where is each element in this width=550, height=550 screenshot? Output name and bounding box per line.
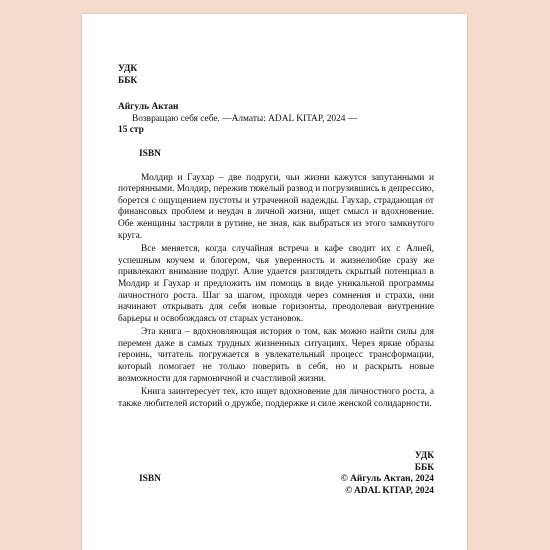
annotation-paragraph: Молдир и Гаухар – две подруги, чьи жизни кажутся запутанными и потерянными. Молдир, пережив тяжелый развод и погрузившись в депрессию, борется с ощущением пустоты и утраченной надежды. Гаухар, страдающая от финансовых проблем и неудач в личной жизни, ищет смысл и вдохновение. Обе женщины застряли в рутине, не зная, как выбраться из этого замкнутого круга. [118, 172, 435, 241]
copyright-publisher: © ADAL KITAP, 2024 [345, 485, 434, 496]
bibliographic-line [118, 114, 434, 126]
author-name: Айгуль Актан [118, 102, 179, 113]
title-line-1: Возвращаю себя себе. —Алматы: ADAL KITAP, 2024 — [132, 113, 358, 124]
annotation-paragraph: Книга заинтересует тех, кто ищет вдохновение для личностного роста, а также любителей историй о дружбе, поддержке и силе женской солидарности. [118, 387, 434, 409]
classification-header [118, 64, 434, 87]
copyright-author: © Айгуль Актан, 2024 [340, 474, 434, 485]
imprint-footer [118, 451, 434, 497]
udk-label: УДК [118, 64, 138, 74]
annotation-paragraph: Эта книга – вдохновляющая история о том, как можно найти силы для перемен даже в самых трудных жизненных ситуациях. Через яркие образы героинь, читатель погружается в увлекательный процесс трансформации, который помогает не только поверить в себя, но и раскрыть новые возможности для гармоничной и счастливой жизни. [118, 327, 434, 384]
book-page [82, 14, 467, 550]
title-line-2: 15 стр [118, 125, 144, 136]
page-content [118, 64, 434, 412]
footer-udk: УДК [414, 451, 434, 461]
footer-isbn: ISBN [139, 474, 161, 484]
footer-bbk: ББК [414, 462, 434, 473]
bbk-label: ББК [118, 75, 138, 86]
isbn-label: ISBN [139, 148, 161, 159]
annotation-paragraph: Все меняется, когда случайная встреча в кафе сводит их с Алией, успешным коучем и блогером, чья уверенность и жизнелюбие сразу же привлекают внимание подруг. Алие удается разглядеть скрытый потенциал в Молдир и Гаухар и предложить им помощь в виде уникальной программы личностного роста. Шаг за шагом, проходя через сомнения и страхи, они начинают открывать для себя новые горизонты, преодолевая внутренние барьеры и освобождаясь от старых установок. [118, 244, 434, 324]
